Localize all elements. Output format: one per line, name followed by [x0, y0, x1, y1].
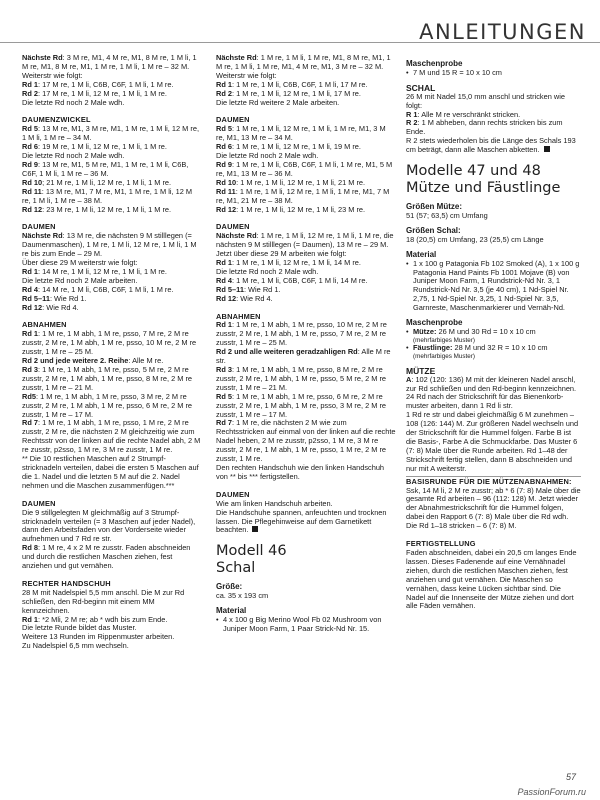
subheading: MÜTZE — [406, 365, 436, 376]
row-label: Rd 4 — [22, 284, 39, 294]
paragraph-text: 28 M und 32 R = 10 x 10 cm — [452, 343, 548, 353]
paragraph-text: : 1 M re, 1 M li, 1 M re, M1, 8 M re, M1, 1 M re, 1 M li, 1 M re, M1, 4 M re, M1, 3 M re – 32 M. — [216, 53, 391, 71]
paragraph-text: : 23 M re, 1 M li, 12 M re, 1 M li, 1 M re. — [42, 204, 172, 214]
paragraph-text: : 1 M re, 1 M li, 12 M re, 1 M li, 14 M re. — [232, 258, 361, 268]
paragraph-text: : 102 (120: 136) M mit der kleineren Nadel anschl, zur Rd schließen und den Rd-beginn kennzeichnen. — [406, 374, 577, 393]
section-heading: BASISRUNDE FÜR DIE MÜTZENABNAHMEN: — [406, 476, 581, 487]
paragraph-text: ca. 35 x 193 cm — [216, 591, 269, 601]
row-label: Rd 11 — [22, 186, 42, 196]
section-heading: DAUMEN — [216, 222, 250, 232]
row-label: Rd 6 — [216, 142, 233, 152]
paragraph-text: : 13 M re, die nächsten 9 M stilllegen (= Daumenmaschen), 1 M re, 1 M li, 12 M re, 1 M li, 1 M re bis zum Ende – 29 M. — [22, 231, 197, 259]
paragraph-text: 18 (20,5) cm Umfang, 23 (25,5) cm Länge — [406, 234, 544, 244]
paragraph — [22, 161, 202, 179]
paragraph-text: Die Handschuhe spannen, anfeuchten und trocknen lassen. Die Pflegehinweise auf dem Garnetikett beachten. — [216, 507, 387, 535]
row-label: Mütze: — [413, 326, 437, 336]
section-heading: DAUMEN — [216, 115, 250, 125]
paragraph-text: : 1 M re, 1 M li, 12 M re, 1 M li, 1 M re, M1, 3 M re, M1, 13 M re – 34 M. — [216, 124, 386, 143]
row-label: Rd 1 — [22, 266, 39, 276]
paragraph-text: Die letzte Rd noch 2 Male wdh. — [216, 266, 319, 276]
row-label: Rd5 — [22, 391, 36, 401]
paragraph-text: Ssk, 14 M li, 2 M re zusstr; ab * 6 (7: 8) Male über die gesamte Rd arbeiten – 96 (112: 128) M. Jetzt wieder der Abnahmestrickschrift für die Hummel folgen, dabei den Rapport 6 (7: 8) Male über die Rd wdh. Die Rd 1–18 stricken – 6 (7: 8) M. — [406, 485, 581, 531]
paragraph-text: Weiterstr wie folgt: — [216, 70, 277, 80]
paragraph-text: Die letzte Rd noch 2 Male arbeiten. — [22, 275, 138, 285]
row-label: Rd 1 — [22, 329, 39, 339]
paragraph — [406, 393, 581, 411]
row-label: Rd 3 — [216, 365, 233, 374]
row-label: Rd 2 — [22, 88, 39, 98]
paragraph — [22, 99, 202, 108]
paragraph — [22, 232, 202, 259]
paragraph — [216, 161, 396, 179]
paragraph-text: Die letzte Rd noch 2 Male wdh. — [22, 97, 125, 107]
paragraph-text: : Wie Rd 4. — [236, 293, 273, 303]
paragraph — [22, 642, 202, 651]
section-heading: DAUMEN — [22, 498, 56, 508]
paragraph-text: : 13 M re, M1, 3 M re, M1, 1 M re, 1 M li, 12 M re, 1 M li, 1 M re – 34 M. — [22, 124, 200, 143]
paragraph-text: R 2 stets wiederholen bis die Länge des Schals 193 cm beträgt, dann alle Maschen abketten. — [406, 136, 576, 155]
section-heading: DAUMENZWICKEL — [22, 115, 91, 125]
paragraph-text: ** Die 10 restlichen Maschen auf 2 Strumpfstricknadeln verteilen, dabei die ersten 5 Maschen auf die 1. Nadel und die letzten 5 M auf die 2. Nadel nehmen und die Maschen zusammenfügen.*** — [22, 454, 199, 490]
list-item — [406, 344, 581, 360]
paragraph-text: Die letzte Rd weitere 2 Male arbeiten. — [216, 97, 340, 107]
row-label: Rd 10 — [216, 177, 237, 187]
row-label: Fäustlinge: — [413, 343, 453, 353]
section-heading: FERTIGSTELLUNG — [406, 539, 476, 549]
paragraph — [22, 206, 202, 215]
paragraph — [216, 206, 396, 215]
row-label: R 2 — [406, 118, 418, 128]
row-label: Rd 4 — [216, 275, 233, 285]
paragraph-text: ; 21 M re, 1 M li, 12 M re, 1 M li, 1 M re. — [42, 177, 172, 187]
list-item — [406, 69, 581, 78]
note: (mehrfarbiges Muster) — [413, 336, 475, 344]
paragraph — [216, 348, 396, 366]
row-label: Rd 5–11 — [22, 293, 50, 303]
paragraph-text: : 17 M re, 1 M li, 12 M re, 1 M li, 1 M re. — [38, 88, 167, 98]
paragraph-text: : 1 M re, 1 M li, C6B, C6F, 1 M li, 1 M re, M1, 5 M re, M1, 13 M re – 36 M. — [216, 159, 393, 178]
paragraph-text: : Alle M re str. — [216, 347, 391, 366]
section-heading: ABNAHMEN — [22, 320, 67, 330]
paragraph — [216, 188, 396, 206]
row-label: Rd 8 — [22, 543, 39, 553]
paragraph-text: 24 Rd nach der Strickschrift für das Bienenkorbmuster arbeiten, dann 1 Rd li str. — [406, 392, 564, 411]
paragraph — [406, 549, 581, 611]
row-label: Rd 5–11 — [216, 284, 244, 294]
page-title: ANLEITUNGEN — [419, 20, 586, 44]
paragraph-text: : 1 M re, 1 M li, C6B, C6F, 1 M li, 17 M re. — [232, 79, 368, 89]
paragraph-text: : *2 Mli, 2 M re; ab * wdh bis zum Ende. — [38, 614, 168, 624]
paragraph-text: : 1 M re, 1 M abh, 1 M re, psso, 6 M re, 2 M re zusstr, 2 M re, 1 M abh, 1 M re, psso, 3 M re, 2 M re zusstr, 1 M re – 17 M. — [216, 391, 387, 419]
paragraph — [216, 464, 396, 482]
paragraph-text: Die 9 stillgelegten M gleichmäßig auf 3 Strumpfstricknadeln verteilen (= 3 Maschen auf jeder Nadel), dann den Arbeitsfaden von der Vorderseite wieder aufnehmen und 7 Rd re str. — [22, 507, 196, 544]
paragraph-text: 28 M mit Nadelspiel 5,5 mm anschl. Die M zur Rd schließen, den Rd-beginn mit einem MM kennzeichnen. — [22, 587, 185, 615]
row-label: Rd 5 — [216, 124, 233, 134]
row-label: Rd 1 — [22, 79, 39, 89]
row-label: Rd 12 — [216, 204, 237, 214]
paragraph — [406, 236, 581, 245]
subheading: Maschenprobe — [406, 318, 463, 328]
paragraph-text: Die letzte Rd noch 2 Male wdh. — [22, 151, 125, 161]
paragraph-text: : 1 M re, die nächsten 2 M wie zum Rechtsstricken auf einmal von der linken auf die rechte Nadel heben, 2 M re zusstr, p2sso, 1 M re, 3 M re zusstr, 2 M re, 1 M abh, 1 M re, psso, 1 M re, 2 M re zusstr, 1 M re. — [216, 418, 396, 464]
row-label: Rd 12 — [22, 204, 43, 214]
paragraph — [22, 54, 202, 72]
paragraph — [22, 304, 202, 313]
row-label: Rd 2 und jede weitere 2. Reihe — [22, 356, 129, 366]
paragraph — [216, 54, 396, 72]
row-label: Rd 11 — [216, 186, 236, 196]
list-item — [406, 328, 581, 344]
paragraph — [216, 125, 396, 143]
column-3 — [406, 54, 581, 611]
paragraph — [406, 376, 581, 394]
paragraph — [216, 393, 396, 420]
paragraph-text: : 1 M re, 1 M abh, 1 M re, psso, 1 M re, 2 M re zusstr, 2 M re, die nächsten 2 M gleichzeitig wie zum Rechtsstr von der linken auf die rechte Nadel abh, 2 M re zusstr, p2sso, 1 M re, 3 M re zusstr, 1 M re. — [22, 418, 201, 455]
paragraph-text: : Alle M re verschränkt stricken. — [417, 109, 521, 119]
paragraph-text: : Wie Rd 1. — [243, 284, 281, 294]
paragraph-text: : 1 M re, 1 M li, 12 M re, 1 M li, 17 M re. — [232, 88, 361, 98]
row-label: Rd 7 — [216, 418, 233, 428]
paragraph-text: : 1 M re, 1 M abh, 1 M re, psso, 10 M re, 2 M re zusstr, 2 M re, 1 M abh, 1 M re, psso, 7 M re, 2 M re zusstr, 1 M re – 25 M. — [216, 320, 387, 348]
row-label: Nächste Rd — [22, 231, 63, 241]
paragraph-text: : Wie Rd 4. — [42, 302, 79, 312]
row-label: Rd 2 — [216, 88, 233, 98]
paragraph-text: Die letzte Rd noch 2 Male wdh. — [216, 151, 319, 161]
paragraph-text: : Wie Rd 1. — [49, 293, 87, 303]
paragraph — [406, 137, 581, 155]
paragraph-text: 26 M mit Nadel 15,0 mm anschl und stricken wie folgt: — [406, 91, 565, 110]
paragraph-text: : 1 M re, 1 M li, 12 M re, 1 M li, 21 M re. — [236, 177, 366, 187]
paragraph-text: : 1 M re, 1 M abh, 1 M re, psso, 3 M re, 2 M re zusstr, 2 M re, 1 M abh, 1 M re, psso, 6 M re, 2 M re zusstr, 1 M re – 17 M. — [22, 391, 193, 419]
paragraph-text: : 1 M re, 1 M li, C6B, C6F, 1 M li, 14 M re. — [232, 275, 368, 285]
paragraph-text: : 17 M re, 1 M li, C6B, C6F, 1 M li, 1 M re. — [38, 79, 174, 89]
paragraph — [22, 366, 202, 393]
row-label: Rd 2 und alle weiteren geradzahligen Rd — [216, 347, 358, 357]
paragraph-text: : 19 M re, 1 M li, 12 M re, 1 M li, 1 M re. — [38, 142, 167, 152]
row-label: Rd 12 — [22, 302, 43, 312]
subheading: Größen Schal: — [406, 225, 461, 235]
row-label: Rd 1 — [216, 258, 233, 268]
row-label: Nächste Rd — [216, 231, 257, 241]
model-title — [216, 543, 396, 577]
paragraph — [22, 544, 202, 571]
row-label: Rd 1 — [22, 614, 39, 624]
paragraph — [22, 330, 202, 357]
row-label: Rd 1 — [216, 320, 233, 330]
paragraph-text: 1 x 100 g Patagonia Fb 102 Smoked (A), 1 x 100 g Patagonia Hand Paints Fb 1001 Mojave (B) von Juniper Moon Farm, 1 Rundstrick-Nd Nr. 3, 1 Rundstrick-Nd Nr. 3,5 (je 40 cm), 1 Nd-Spiel Nr. 2,75, 1 Nd-Spiel Nr. 3,25, 1 Nd-Spiel Nr. 3,5, Garnreste, Maschenmarkierer und Vernäh-Nd. — [413, 258, 580, 313]
row-label: Rd 9 — [22, 159, 39, 169]
paragraph-text: : Alle M re. — [128, 356, 164, 366]
paragraph — [216, 366, 396, 393]
paragraph-text: : 1 M re, 1 M abh, 1 M re, psso, 8 M re, 2 M re zusstr, 2 M re, 1 M abh, 1 M re, psso, 5 M re, 2 M re zusstr, 1 M re – 21 M. — [216, 365, 387, 392]
paragraph-text: Weiterstr wie folgt: — [22, 70, 83, 80]
paragraph — [406, 212, 581, 221]
model-title-line: Modell 46 — [216, 543, 287, 560]
paragraph-text: 51 (57; 63,5) cm Umfang — [406, 210, 488, 220]
paragraph-text: : 1 M re, 4 x 2 M re zusstr. Faden abschneiden und durch die restlichen Maschen ziehen, fest anziehen und gut vernähen. — [22, 543, 191, 571]
paragraph-text: : 1 M re, 1 M li, 12 M re, 1 M li, 19 M re. — [232, 142, 361, 152]
row-label: Rd 9 — [216, 159, 233, 169]
paragraph-text: 4 x 100 g Big Merino Wool Fb 02 Mushroom von Juniper Moon Farm, 1 Paar Strick-Nd Nr. 15. — [223, 615, 382, 633]
paragraph-text: : 14 M re, 1 M li, 12 M re, 1 M li, 1 M re. — [38, 266, 167, 276]
paragraph — [22, 589, 202, 616]
column-1 — [22, 54, 202, 651]
paragraph-text: Zu Nadelspiel 6,5 mm wechseln. — [22, 641, 129, 651]
paragraph-text: : 1 M re, 1 M li, 12 M re, 1 M li, 1 M re, die nächsten 9 M stilllegen (= Daumen), 13 M re – 29 M. — [216, 231, 394, 250]
paragraph-text: 7 M und 15 R = 10 x 10 cm — [413, 67, 502, 77]
paragraph-text: : 1 M abheben, dann rechts stricken bis zum Ende. — [406, 118, 563, 137]
paragraph — [22, 509, 202, 545]
paragraph-text: : 1 M re, 1 M li, 12 M re, 1 M li, 1 M re, M1, 7 M re, M1, 21 M re – 38 M. — [216, 186, 390, 205]
page-number: 57 — [565, 772, 576, 782]
paragraph — [406, 93, 581, 111]
row-label: Rd 12 — [216, 293, 237, 303]
row-label: R 1 — [406, 109, 418, 119]
paragraph-text: Jetzt über diese 29 M arbeiten wie folgt: — [216, 249, 347, 259]
paragraph — [216, 321, 396, 348]
paragraph-text: Weitere 13 Runden im Rippenmuster arbeiten. — [22, 632, 175, 642]
subheading: Größe: — [216, 582, 243, 592]
row-label: A — [406, 374, 412, 384]
subheading: Material — [216, 606, 247, 616]
paragraph — [22, 393, 202, 420]
paragraph-text: Faden abschneiden, dabei ein 20,5 cm langes Ende lassen. Dieses Fadenende auf eine Vernähnadel ziehen, durch die restlichen Maschen ziehen, fest anziehen und gut vernähen. Die Maschen so vernähen, dass keine Lücken sichtbar sind. Die Nadel auf die Innenseite der Mütze ziehen und dort alle Fäden vernähen. — [406, 547, 577, 611]
paragraph — [406, 411, 581, 473]
paragraph — [216, 419, 396, 464]
row-label: Rd 3 — [22, 365, 39, 374]
paragraph-text: Die letzte Runde bildet das Muster. — [22, 623, 137, 633]
model-title-line: Modelle 47 und 48 — [406, 163, 541, 180]
paragraph — [216, 99, 396, 108]
end-mark — [252, 526, 258, 532]
model-title — [406, 163, 581, 197]
section-heading: DAUMEN — [216, 489, 250, 499]
paragraph — [216, 592, 396, 601]
row-label: Nächste Rd — [22, 53, 63, 62]
subheading: Maschenprobe — [406, 59, 463, 68]
paragraph — [406, 119, 581, 137]
paragraph — [216, 295, 396, 304]
paragraph — [406, 487, 581, 532]
list-item — [406, 260, 581, 313]
paragraph-text: Über diese 29 M weiterstr wie folgt: — [22, 258, 138, 268]
row-label: Rd 5 — [22, 124, 39, 134]
section-heading: DAUMEN — [22, 222, 56, 232]
note: (mehrfarbiges Muster) — [413, 353, 475, 361]
paragraph-text: : 1 M re, 1 M abh, 1 M re, psso, 5 M re, 2 M re zusstr, 2 M re, 1 M abh, 1 M re, psso, 8 M re, 2 M re zusstr, 1 M re – 21 M. — [22, 365, 193, 392]
row-label: Rd 1 — [216, 79, 233, 89]
row-label: Rd 5 — [216, 391, 233, 401]
paragraph-text: : 13 M re, M1, 7 M re, M1, 1 M re, 1 M li, 12 M re, 1 M li, 1 M re – 38 M. — [22, 186, 193, 205]
section-heading: ABNAHMEN — [216, 311, 261, 321]
model-subtitle-line: Schal — [216, 560, 256, 577]
row-label: Rd 10 — [22, 177, 43, 187]
paragraph-text: : 1 M re, 1 M abh, 1 M re, psso, 7 M re, 2 M re zusstr, 2 M re, 1 M abh, 1 M re, psso, 10 M re, 2 M re zusstr, 1 M re – 25 M. — [22, 329, 197, 357]
paragraph-text: Den rechten Handschuh wie den linken Handschuh von ** bis *** fertigstellen. — [216, 462, 385, 481]
paragraph-text: 26 M und 30 Rd = 10 x 10 cm — [436, 326, 536, 336]
paragraph — [22, 188, 202, 206]
paragraph-text: : 3 M re, M1, 4 M re, M1, 8 M re, 1 M li, 1 M re, M1, 8 M re, M1, 1 M re, 1 M li, 1 M re – 32 M. — [22, 53, 197, 71]
column-2 — [216, 54, 396, 634]
paragraph — [22, 455, 202, 491]
paragraph — [216, 509, 396, 536]
subheading: Material — [406, 249, 437, 259]
subheading: Größen Mütze: — [406, 202, 462, 212]
paragraph — [22, 419, 202, 455]
page-footer — [0, 760, 600, 800]
model-subtitle-line: Mütze und Fäustlinge — [406, 180, 561, 197]
paragraph-text: : 14 M re, 1 M li, C6B, C6F, 1 M li, 1 M re. — [38, 284, 174, 294]
paragraph-text: 1 Rd re str und dabei gleichmäßig 6 M zunehmen – 108 (126: 144) M. Zur größeren Nadel wechseln und der Strickschrift für die Hummel folgen. Farbe B ist die Basis-, Farbe A die Schmuckfarbe. Das Muster 6 (7: 8) Male über die Runde arbeiten. Rd 1–48 der Strickschrift fertig stellen, dann B abschneiden und nur mit A weiterstr. — [406, 410, 579, 473]
watermark: PassionForum.ru — [517, 787, 586, 797]
paragraph-text: : 1 M re, 1 M li, 12 M re, 1 M li, 23 M re. — [236, 204, 366, 214]
subheading: SCHAL — [406, 82, 436, 93]
section-heading: RECHTER HANDSCHUH — [22, 578, 111, 588]
row-label: Rd 7 — [22, 418, 39, 428]
list-item — [216, 616, 396, 634]
paragraph-text: : 13 M re, M1, 5 M re, M1, 1 M re, 1 M li, C6B, C6F, 1 M li, 1 M re – 36 M. — [22, 159, 189, 178]
row-label: Nächste Rd — [216, 53, 257, 62]
paragraph-text: Wie am linken Handschuh arbeiten. — [216, 498, 333, 508]
paragraph — [216, 232, 396, 250]
row-label: Rd 6 — [22, 142, 39, 152]
end-mark — [544, 146, 550, 152]
paragraph — [22, 125, 202, 143]
